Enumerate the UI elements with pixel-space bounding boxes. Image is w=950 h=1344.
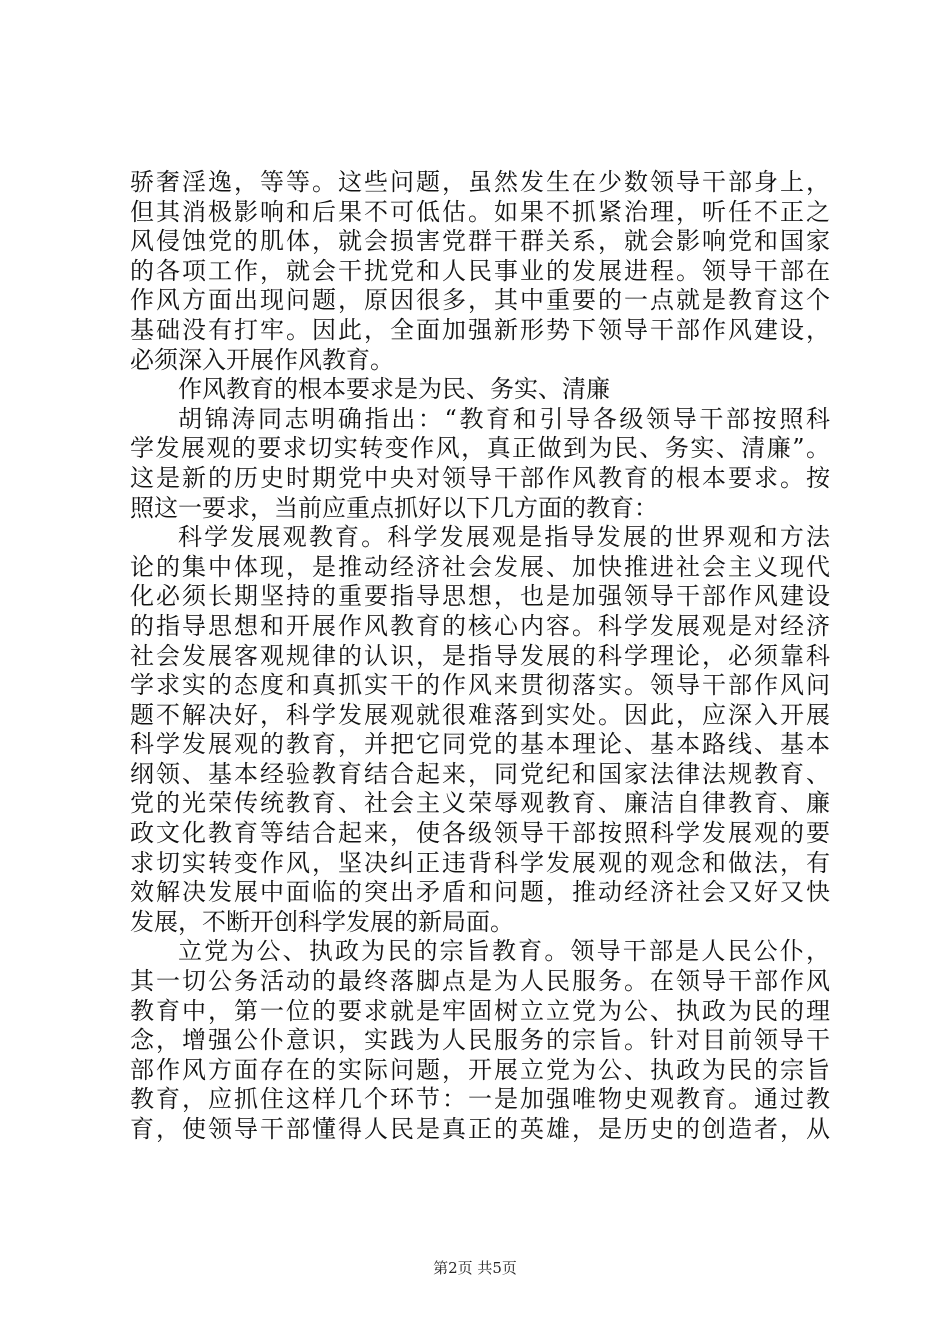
text-line: 骄奢淫逸，等等。这些问题，虽然发生在少数领导干部身上，: [130, 168, 830, 196]
text-line: 发展，不断开创科学发展的新局面。: [130, 907, 514, 936]
text-line: 政文化教育等结合起来，使各级领导干部按照科学发展观的要: [130, 819, 830, 848]
document-body: [130, 168, 830, 1145]
text-line: 学发展观的要求切实转变作风，真正做到为民、务实、清廉”。: [130, 434, 830, 463]
text-line: 纲领、基本经验教育结合起来，同党纪和国家法律法规教育、: [130, 759, 830, 788]
text-line: 党的光荣传统教育、社会主义荣辱观教育、廉洁自律教育、廉: [130, 789, 830, 818]
text-line: 教育中，第一位的要求就是牢固树立立党为公、执政为民的理: [130, 996, 830, 1025]
paragraph-1: [130, 168, 830, 375]
text-line: 化必须长期坚持的重要指导思想，也是加强领导干部作风建设: [130, 582, 830, 611]
paragraph-4: [130, 523, 830, 937]
text-line: 的指导思想和开展作风教育的核心内容。科学发展观是对经济: [130, 611, 830, 640]
text-line: 作风教育的根本要求是为民、务实、清廉: [178, 375, 610, 404]
text-line: 这是新的历史时期党中央对领导干部作风教育的根本要求。按: [130, 463, 830, 492]
text-line: 但其消极影响和后果不可低估。如果不抓紧治理，听任不正之: [130, 197, 830, 226]
section-heading: [130, 375, 830, 405]
text-line: 育，使领导干部懂得人民是真正的英雄，是历史的创造者，从: [130, 1115, 830, 1143]
page-number: 第2页 共5页: [433, 1259, 517, 1277]
text-line: 其一切公务活动的最终落脚点是为人民服务。在领导干部作风: [130, 967, 830, 996]
text-line: 教育，应抓住这样几个环节：一是加强唯物史观教育。通过教: [130, 1085, 830, 1114]
text-line: 效解决发展中面临的突出矛盾和问题，推动经济社会又好又快: [130, 878, 830, 907]
text-line: 风侵蚀党的肌体，就会损害党群干群关系，就会影响党和国家: [130, 227, 830, 256]
text-line: 论的集中体现，是推动经济社会发展、加快推进社会主义现代: [130, 552, 830, 581]
text-line: 社会发展客观规律的认识，是指导发展的科学理论，必须靠科: [130, 641, 830, 670]
text-line: 作风方面出现问题，原因很多，其中重要的一点就是教育这个: [130, 286, 830, 315]
text-line: 照这一要求，当前应重点抓好以下几方面的教育：: [130, 493, 658, 522]
text-line: 基础没有打牢。因此，全面加强新形势下领导干部作风建设，: [130, 315, 830, 344]
text-line: 胡锦涛同志明确指出：“教育和引导各级领导干部按照科: [178, 404, 830, 433]
text-line: 的各项工作，就会干扰党和人民事业的发展进程。领导干部在: [130, 256, 830, 285]
text-line: 念，增强公仆意识，实践为人民服务的宗旨。针对目前领导干: [130, 1026, 830, 1055]
paragraph-3: [130, 405, 830, 523]
text-line: 科学发展观的教育，并把它同党的基本理论、基本路线、基本: [130, 730, 830, 759]
text-line: 题不解决好，科学发展观就很难落到实处。因此，应深入开展: [130, 700, 830, 729]
text-line: 立党为公、执政为民的宗旨教育。领导干部是人民公仆，: [178, 937, 830, 966]
text-line: 必须深入开展作风教育。: [130, 345, 394, 374]
text-line: 求切实转变作风，坚决纠正违背科学发展观的观念和做法，有: [130, 848, 830, 877]
text-line: 科学发展观教育。科学发展观是指导发展的世界观和方法: [178, 523, 830, 552]
text-line: 部作风方面存在的实际问题，开展立党为公、执政为民的宗旨: [130, 1055, 830, 1084]
text-line: 学求实的态度和真抓实干的作风来贯彻落实。领导干部作风问: [130, 671, 830, 700]
paragraph-5: [130, 937, 830, 1144]
